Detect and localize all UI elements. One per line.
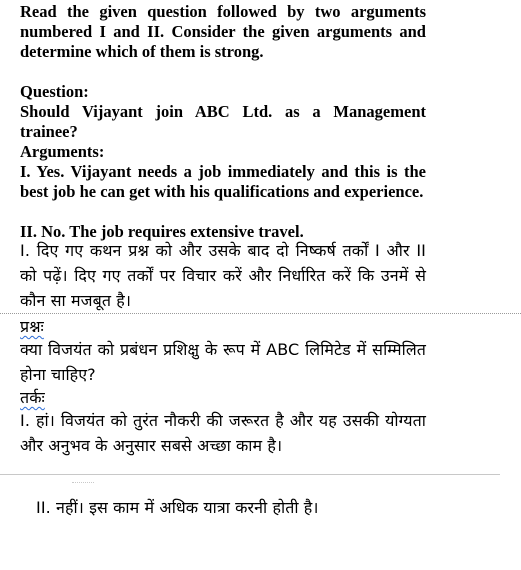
hindi-argument-2: II. नहीं। इस काम में अधिक यात्रा करनी होती है। — [36, 498, 319, 517]
hindi-argument-1: I. हां। विजयंत को तुरंत नौकरी की जरूरत है और यह उसकी योग्यता और अनुभव के अनुसार सबसे अच्छा काम है। — [20, 411, 426, 455]
english-argument-2: II. No. The job requires extensive travel. — [20, 222, 304, 241]
english-arguments-heading: Arguments: — [20, 142, 105, 161]
section-divider-solid — [0, 474, 500, 475]
english-argument-1: I. Yes. Vijayant needs a job immediately and this is the best job he can get with his qualifications and experience. — [20, 162, 426, 201]
english-question: Should Vijayant join ABC Ltd. as a Management trainee? — [20, 102, 426, 141]
hindi-question-heading: प्रश्नः — [20, 317, 44, 336]
faint-marks — [72, 482, 94, 487]
hindi-arguments-heading: तर्कः — [20, 388, 45, 407]
english-question-heading: Question: — [20, 82, 89, 101]
english-instruction: Read the given question followed by two arguments numbered I and II. Consider the given arguments and determine which of them is strong. — [20, 2, 426, 61]
hindi-question: क्या विजयंत को प्रबंधन प्रशिक्षु के रूप में ABC लिमिटेड में सम्मिलित होना चाहिए? — [20, 340, 426, 384]
hindi-instruction: I. दिए गए कथन प्रश्न को और उसके बाद दो निष्कर्ष तर्कों I और II को पढ़ें। दिए गए तर्कों पर विचार करें और निर्धारित करें कि उनमें से कौन सा मजबूत है। — [20, 241, 426, 310]
